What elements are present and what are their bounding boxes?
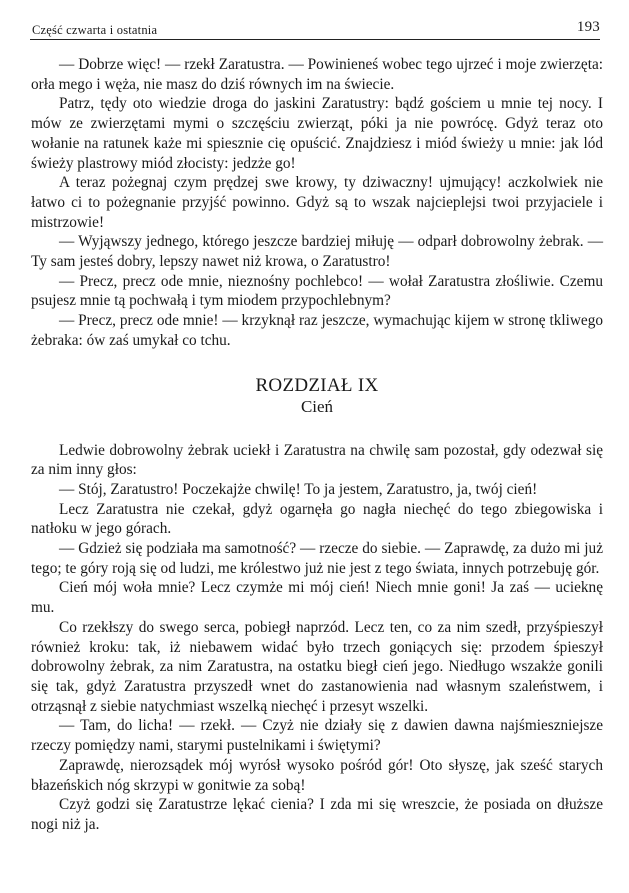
paragraph: Lecz Zaratustra nie czekał, gdyż ogarnęła go nagła niechęć do tego zbiegowiska i natłoku w jego górach.	[31, 500, 603, 538]
paragraph: — Stój, Zaratustro! Poczekajże chwilę! To ja jestem, Zaratustro, ja, twój cień!	[59, 480, 538, 498]
chapter-subtitle: Cień	[300, 396, 334, 416]
running-head-title: Część czwarta i ostatnia	[32, 23, 158, 37]
paragraph: Czyż godzi się Zaratustrze lękać cienia? I zda mi się wreszcie, że posiada on dłuższe nogi niż ja.	[31, 796, 603, 833]
page-body	[31, 55, 603, 835]
paragraph: — Dobrze więc! — rzekł Zaratustra. — Powinieneś wobec tego ujrzeć i moje zwierzęta: orła mego i węża, nie masz do dziś równych im na świecie.	[31, 56, 603, 93]
paragraph: — Wyjąwszy jednego, którego jeszcze bardziej miłuję — odparł dobrowolny żebrak. — Ty sam jesteś dobry, lepszy nawet niż krowa, o Zaratustro!	[31, 233, 603, 271]
paragraph: Cień mój woła mnie? Lecz czymże mi mój cień! Niech mnie goni! Ja zaś — ucieknę mu.	[31, 579, 603, 617]
running-head	[32, 19, 600, 35]
paragraph: — Gdzież się podziała ma samotność? — rzecze do siebie. — Zaprawdę, za dużo mi już tego; te góry roją się od ludzi, me królestwo już nie jest z tego świata, innych potrzebuję gór.	[31, 540, 603, 577]
paragraph: Ledwie dobrowolny żebrak uciekł i Zaratustra na chwilę sam pozostał, gdy odezwał się za nim inny głos:	[31, 441, 603, 479]
paragraph: Patrz, tędy oto wiedzie droga do jaskini Zaratustry: bądź gościem u mnie tej nocy. I mów ze zwierzętami mymi o szczęściu zwierząt, póki ja nie powrócę. Gdyż teraz oto wołanie na ratunek każe mi spiesznie cię opuścić. Znajdziesz i miód świeży u mnie: jak lód świeży plastrowy miód złocisty: jedzże go!	[31, 95, 603, 172]
paragraph: — Tam, do licha! — rzekł. — Czyż nie działy się z dawien dawna najśmieszniejsze rzeczy pomiędzy nami, starymi pustelnikami i świętymi?	[31, 717, 603, 755]
paragraph: — Precz, precz ode mnie! — krzyknął raz jeszcze, wymachując kijem w stronę tkliwego żebraka: ów zaś umykał co tchu.	[31, 312, 603, 349]
chapter-heading	[31, 375, 603, 417]
paragraph: Co rzekłszy do swego serca, pobiegł naprzód. Lecz ten, co za nim szedł, przyśpieszył również kroku: tak, iż niebawem widać było trzech goniących się: przodem śpieszył dobrowolny żebrak, za nim Zaratustra, na ostatku biegł cień jego. Niedługo wszakże gonili się tak, gdyż Zaratustra przyszedł wnet do zastanowienia nad własnym szaleństwem, i otrząsnął z siebie natychmiast wszelką niechęć i przesyt wszelki.	[31, 618, 603, 715]
paragraph: Zaprawdę, nierozsądek mój wyrósł wysoko pośród gór! Oto słyszę, jak sześć starych błazeńskich nóg skrzypi w gonitwie za sobą!	[31, 756, 603, 794]
chapter-title: ROZDZIAŁ IX	[255, 374, 379, 396]
page-number: 193	[576, 19, 600, 35]
paragraph: A teraz pożegnaj czym prędzej swe krowy, ty dziwaczny! ujmujący! aczkolwiek nie łatwo ci to pożegnanie przyjść powinno. Gdyż są to wszak najcieplejsi twoi przyjaciele i mistrzowie!	[31, 174, 603, 231]
paragraph: — Precz, precz ode mnie, nieznośny pochlebco! — wołał Zaratustra złośliwie. Czemu psujesz mnie tą pochwałą i tym miodem przypochlebnym?	[31, 272, 603, 310]
header-rule	[30, 39, 600, 40]
